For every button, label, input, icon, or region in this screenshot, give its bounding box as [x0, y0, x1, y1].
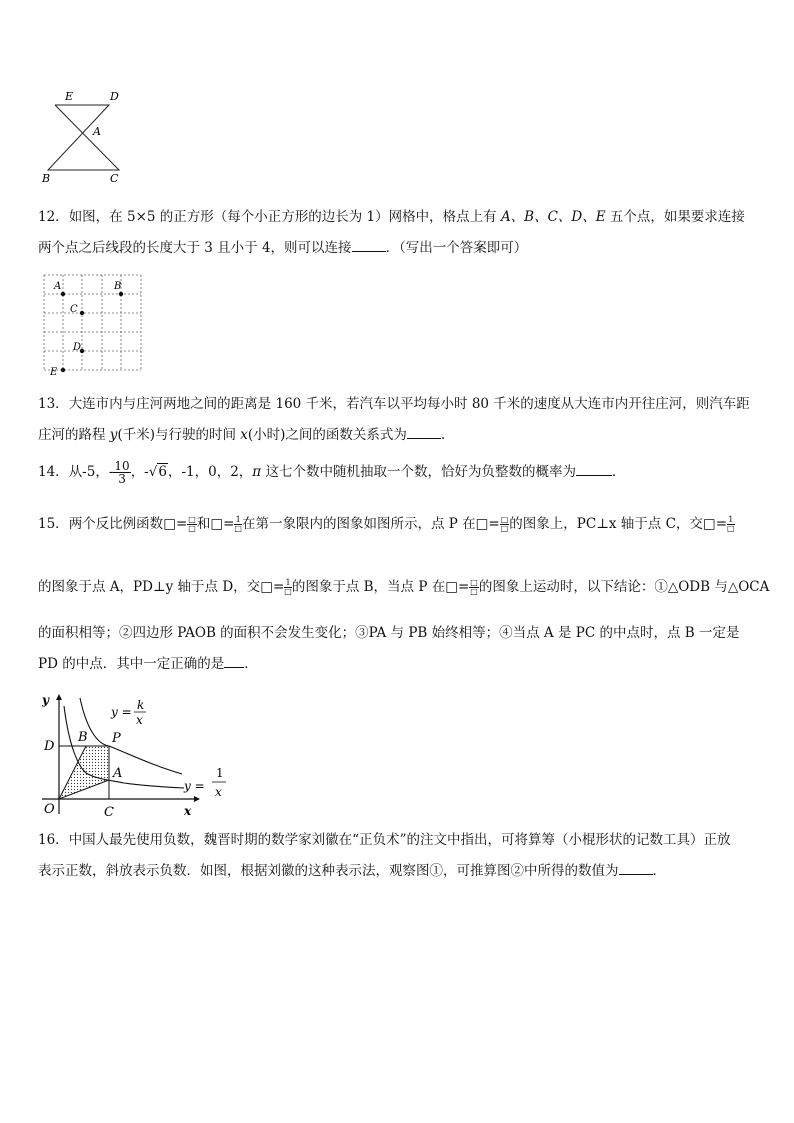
q13-end: ． [440, 427, 455, 443]
q13-line-1: 大连市内与庄河两地之间的距离是 160 千米，若汽车以平均每小时 80 千米的速度从大连市内开往庄河，则汽车距 [68, 396, 750, 412]
q14-prefix: 从-5，- [68, 464, 114, 480]
q16-line-1: 中国人最先使用负数，魏晋时期的数学家刘徽在“正负术”的注文中指出，可将算筹（小棍形状的记数工具）正放 [68, 832, 731, 848]
q13-var-y: y [109, 427, 118, 443]
q15-frac-num-4: 1 [285, 578, 291, 587]
q15-box-glyph-2: □ [210, 516, 224, 532]
q15-eq: = [175, 516, 188, 532]
q15-box-glyph-6: □ [445, 579, 458, 595]
q12-text-1a: 如图，在 5×5 的正方形（每个小正方形的边长为 1）网格中，格点上有 [68, 209, 501, 225]
q15-text-1c: 在第一象限内的图象如图所示，点 P 在 [241, 516, 476, 532]
curve-k-label-den: x [136, 713, 143, 727]
q15-frac-den-1: □ [234, 524, 242, 533]
axis-label-y: y [42, 693, 49, 707]
q14-frac-num: 10 [114, 459, 130, 473]
q14-pi: π [252, 464, 262, 480]
label-point-B: B [78, 730, 88, 745]
q15-eq-3: = [488, 516, 500, 532]
question-16-line-2 [38, 859, 758, 883]
q15-eq-2: = [223, 516, 235, 532]
question-15-line-4 [38, 652, 758, 676]
q14-frac-den: 3 [118, 472, 126, 486]
q15-text-1a: 两个反比例函数 [68, 516, 164, 532]
q16-text-2a: 表示正数，斜放表示负数．如图，根据刘徽的这种表示法，观察图①，可推算图②中所得的数值为 [38, 863, 619, 879]
q15-line-3: 的面积相等；②四边形 PAOB 的面积不会发生变化；③PA 与 PB 始终相等；④当点 A 是 PC 的中点时，点 B 一定是 [38, 625, 740, 641]
q15-answer-blank[interactable] [224, 653, 244, 668]
question-14 [38, 457, 758, 487]
label-point-P: P [112, 731, 121, 746]
reciprocal-function-graph [34, 686, 244, 822]
q15-frac-den: □ [188, 524, 196, 533]
question-15-line-3 [38, 621, 758, 645]
label-point-C: C [104, 805, 114, 820]
curve-1-label-num: 1 [216, 766, 224, 780]
shaded-quadrilateral-PAOB [59, 746, 109, 799]
q14-fraction [113, 460, 130, 485]
label-A: A [93, 125, 101, 138]
q14-number: 14． [38, 464, 69, 480]
curve-1-label-den: x [215, 785, 222, 799]
question-12-line-1 [38, 205, 758, 229]
q14-sqrt-sign: √ [148, 464, 158, 480]
q13-answer-blank[interactable] [407, 424, 441, 439]
q13-text-2b: (千米)与行驶的时间 [117, 427, 241, 443]
label-point-A: A [113, 766, 123, 781]
q14-end: ． [611, 464, 626, 480]
q15-frac-num-1: 1 [235, 515, 241, 524]
question-13-line-2 [38, 423, 758, 447]
q15-eq-4: = [715, 516, 727, 532]
q13-var-x: x [240, 427, 248, 443]
hourglass-figure [34, 84, 134, 188]
q12-text-2b: ．（写出一个答案即可） [385, 240, 528, 256]
grid-label-C: C [70, 304, 78, 315]
q12-number: 12． [38, 209, 69, 225]
q15-text-4b: ． [244, 656, 258, 672]
q15-frac-den-2: □ [500, 524, 509, 533]
q16-number: 16． [38, 832, 69, 848]
q14-mid2: ，-1，0，2， [167, 464, 253, 480]
q14-sqrt-value: 6 [158, 464, 167, 480]
q16-text-2b: ． [652, 863, 666, 879]
label-D: D [110, 90, 119, 103]
grid-label-E: E [50, 367, 58, 378]
q15-number: 15． [38, 516, 69, 532]
q15-eq-6: = [457, 579, 470, 595]
q15-frac-1-1 [234, 516, 242, 533]
question-13-line-1 [38, 392, 758, 416]
question-15-line-2 [38, 573, 770, 601]
q15-box-glyph-4: □ [702, 516, 716, 532]
label-origin: O [44, 802, 55, 817]
q12-points-list: A、B、C、D、E [500, 209, 606, 225]
q15-eq-5: = [272, 579, 285, 595]
grid-label-D: D [73, 342, 82, 353]
q15-text-2b: 的图象于点 B，当点 P 在 [291, 579, 446, 595]
q15-frac-den-3: □ [727, 524, 735, 533]
q13-text-2a: 庄河的路程 [38, 427, 110, 443]
grid-point-E [61, 368, 65, 372]
q13-number: 13． [38, 396, 69, 412]
q15-frac-k-2 [500, 516, 510, 533]
grid-point-C [80, 311, 84, 315]
q15-frac-k-3 [469, 579, 479, 596]
grid-label-B: B [114, 281, 122, 292]
grid-label-A: A [54, 281, 62, 292]
curve-1-label-prefix: y = [184, 779, 205, 793]
question-12-line-2 [38, 236, 758, 260]
q15-frac-num-2: □ [500, 515, 509, 524]
q15-text-2a: 的图象于点 A，PD⊥y 轴于点 D，交 [38, 579, 261, 595]
grid-point-A [61, 292, 65, 296]
q15-frac-1-2 [727, 516, 735, 533]
q14-suffix: 这七个数中随机抽取一个数，恰好为负整数的概率为 [261, 464, 576, 480]
q15-frac-den-5: □ [470, 587, 478, 596]
q15-box-glyph-5: □ [260, 579, 273, 595]
grid-figure [40, 272, 150, 378]
q15-text-4a: PD 的中点．其中一定正确的是 [38, 656, 225, 672]
q15-frac-1-3 [284, 579, 292, 596]
q12-text-2a: 两个点之后线段的长度大于 3 且小于 4，则可以连接 [38, 240, 352, 256]
grid-point-B [119, 292, 123, 296]
q15-text-2c: 的图象上运动时，以下结论：①△ODB 与△OCA [478, 579, 770, 595]
label-C: C [110, 172, 119, 185]
q14-mid1: ，- [130, 464, 149, 480]
curve-k-label-num: k [137, 698, 145, 712]
q12-text-1b: 五个点，如果要求连接 [605, 209, 745, 225]
q15-frac-den-4: □ [284, 587, 292, 596]
q14-answer-blank[interactable] [576, 461, 612, 476]
q16-answer-blank[interactable] [619, 860, 653, 875]
q15-frac-num: □ [188, 515, 196, 524]
q15-frac-num-3: 1 [728, 515, 734, 524]
question-16-line-1 [38, 828, 758, 852]
q12-answer-blank[interactable] [352, 237, 386, 252]
q15-text-1d: 的图象上，PC⊥x 轴于点 C，交 [509, 516, 703, 532]
label-point-D: D [44, 739, 55, 754]
q13-text-2c: (小时)之间的函数关系式为 [247, 427, 407, 443]
q15-frac-num-5: □ [470, 578, 478, 587]
q15-frac-k-1 [187, 516, 197, 533]
q15-text-1b: 和 [196, 516, 211, 532]
axis-label-x: x [184, 804, 192, 818]
label-E: E [65, 90, 74, 103]
curve-k-label-prefix: y = [111, 705, 132, 719]
label-B: B [42, 172, 51, 185]
q15-box-glyph-3: □ [475, 516, 489, 532]
question-15-line-1 [38, 510, 758, 538]
q15-box-glyph: □ [163, 516, 176, 532]
